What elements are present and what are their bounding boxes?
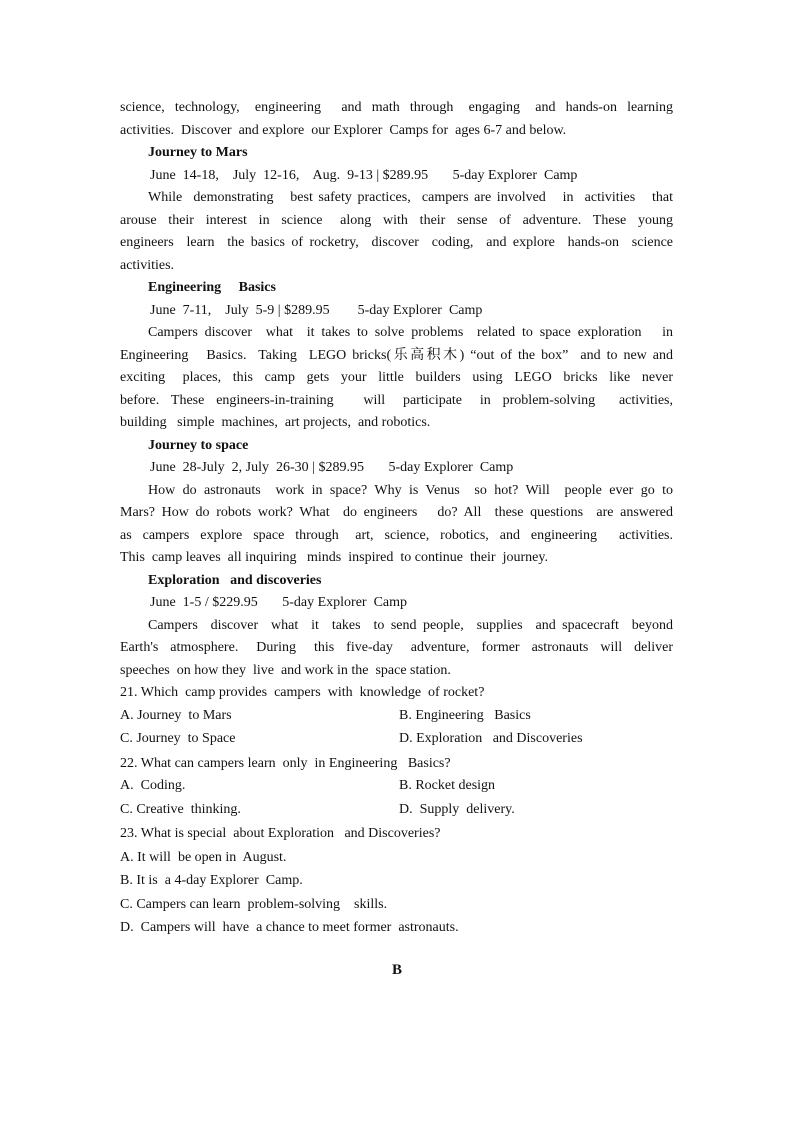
- option-d[interactable]: D. Campers will have a chance to meet former astronauts.: [120, 920, 459, 935]
- camp-desc-line: Engineering Basics. Taking LEGO bricks(乐高积木) “out of the box” and to new and: [120, 347, 673, 363]
- question-stem: 22. What can campers learn only in Engineering Basics?: [120, 755, 451, 771]
- question-stem: 23. What is special about Exploration and Discoveries?: [120, 826, 441, 841]
- camp-desc-line: before. These engineers-in-training will participate in problem-solving activities,: [120, 392, 673, 408]
- camp-desc-line: This camp leaves all inquiring minds inspired to continue their journey.: [120, 550, 548, 565]
- camp-desc-line: How do astronauts work in space? Why is Venus so hot? Will people ever go to: [148, 482, 673, 498]
- camp-desc-line: as campers explore space through art, science, robotics, and engineering activities.: [120, 527, 673, 543]
- option-c[interactable]: C. Campers can learn problem-solving skills.: [120, 896, 388, 912]
- camp-desc-line: Campers discover what it takes to send people, supplies and spacecraft beyond: [148, 617, 673, 633]
- camp-title: Engineering Basics: [148, 280, 276, 295]
- option-row: [120, 799, 673, 823]
- option-d[interactable]: D. Exploration and Discoveries: [399, 731, 583, 746]
- option-c[interactable]: C. Creative thinking.: [120, 801, 241, 817]
- document-body: [120, 97, 673, 940]
- camp-meta: June 28-July 2, July 26-30 | $289.95 5-day Explorer Camp: [150, 460, 514, 475]
- option-row: [120, 705, 673, 729]
- camp-desc-line: Earth's atmosphere. During this five-day adventure, former astronauts will deliver: [120, 640, 673, 655]
- option-d[interactable]: D. Supply delivery.: [399, 801, 515, 817]
- camp-desc-line: Campers discover what it takes to solve problems related to space exploration in: [148, 325, 673, 340]
- option-b[interactable]: B. Engineering Basics: [399, 707, 531, 723]
- camp-desc-line: building simple machines, art projects, and robotics.: [120, 415, 431, 430]
- option-row: [120, 728, 673, 752]
- option-b[interactable]: B. Rocket design: [399, 778, 496, 793]
- option-a[interactable]: A. Coding.: [120, 778, 186, 793]
- option-row: [120, 775, 673, 799]
- option-a[interactable]: A. It will be open in August.: [120, 849, 287, 865]
- camp-desc-line: activities.: [120, 257, 175, 273]
- camp-title: Exploration and discoveries: [148, 572, 322, 588]
- option-a[interactable]: A. Journey to Mars: [120, 707, 232, 723]
- option-c[interactable]: C. Journey to Space: [120, 731, 236, 746]
- camp-meta: June 1-5 / $229.95 5-day Explorer Camp: [150, 595, 408, 610]
- option-b[interactable]: B. It is a 4-day Explorer Camp.: [120, 873, 303, 888]
- camp-meta: June 14-18, July 12-16, Aug. 9-13 | $289.95 5-day Explorer Camp: [150, 167, 578, 183]
- camp-meta: June 7-11, July 5-9 | $289.95 5-day Explorer Camp: [150, 302, 483, 318]
- camp-desc-line: engineers learn the basics of rocketry, discover coding, and explore hands-on science: [120, 235, 673, 250]
- intro-line: science, technology, engineering and math through engaging and hands-on learning: [120, 100, 673, 115]
- camp-desc-line: arouse their interest in science along with their sense of adventure. These young: [120, 212, 673, 228]
- intro-line: activities. Discover and explore our Explorer Camps for ages 6-7 and below.: [120, 122, 567, 138]
- camp-desc-line: speeches on how they live and work in the space station.: [120, 662, 451, 678]
- section-label: B: [391, 962, 402, 978]
- question-stem: 21. Which camp provides campers with knowledge of rocket?: [120, 685, 485, 700]
- camp-desc-line: exciting places, this camp gets your little builders using LEGO bricks like never: [120, 370, 673, 385]
- camp-title: Journey to space: [148, 437, 249, 453]
- camp-desc-line: Mars? How do robots work? What do engineers do? All these questions are answered: [120, 505, 673, 520]
- camp-desc-line: While demonstrating best safety practices, campers are involved in activities that: [148, 190, 673, 205]
- camp-title: Journey to Mars: [148, 145, 248, 160]
